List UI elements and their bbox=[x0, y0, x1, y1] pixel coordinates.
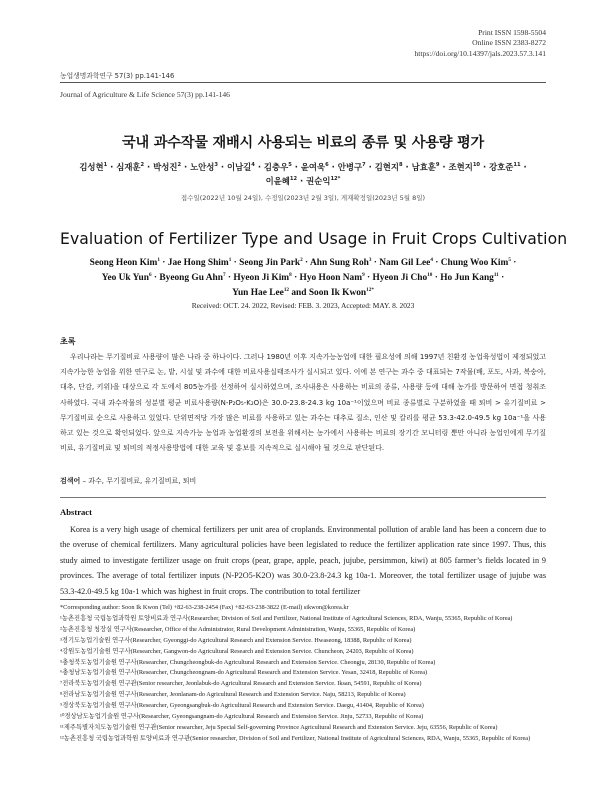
affiliation-note: ³경기도농업기술원 연구사(Researcher, Gyeonggi-do Agricultural Research and Extension Service. Hwaseong, 18388, Republic of Korea) bbox=[60, 636, 412, 644]
author-separator: · bbox=[328, 162, 338, 172]
author-name bbox=[489, 162, 521, 172]
author-name bbox=[190, 162, 218, 172]
author-name bbox=[310, 258, 371, 268]
author-affiliation-mark: 9 bbox=[435, 162, 440, 169]
author-affiliation-mark: 1 bbox=[103, 162, 108, 169]
author-name-text: Seong Heon Kim bbox=[89, 258, 158, 268]
doi-link[interactable]: https://doi.org/10.14397/jals.2023.57.3.141 bbox=[414, 48, 546, 58]
author-name-text: 노안성 bbox=[190, 162, 215, 172]
affiliation-note: ¹²농촌진흥청 국립농업과학원 토양비료과 연구관(Senior researcher, Division of Soil and Fertilizer, National Institute of Agricultural Sciences, RDA, Wanju, 55365, Republic of Korea) bbox=[60, 734, 531, 742]
author-affiliation-mark: 7 bbox=[362, 162, 366, 169]
author-separator: · bbox=[432, 273, 441, 283]
affiliation-note: ⁸전라남도농업기술원 연구사(Researcher, Jeonlanam-do Agricultural Research and Extension Service. Naju, 58213, Republic of Korea) bbox=[60, 691, 406, 699]
abstract-en-text: Korea is a very high usage of chemical fertilizers per unit area of croplands. Environmental pollution of arable land has been a concern due to the overuse of chemical fertilizers. Many agricultural policies have been legislated to reduce the fertilizer application rate since 1997. Thus, this study aimed to investigate fertilizer usage on fruit crops (pear, grape, apple, peach, jujube, persimmon, kiwi) at 805 farmer’s fields located in 9 provinces. The average of total fertilizer inputs (N-P2O5-K2O) was 30.0-23.8-24.3 kg 10a-1. Moreover, the total fertilizer usage of jujube was 53.3-42.0-49.5 kg 10a-1 which was highest in fruit crops. The contribution to total fertilizer bbox=[60, 525, 546, 596]
author-affiliation-mark: 12 bbox=[289, 176, 298, 183]
author-separator: · bbox=[302, 258, 310, 268]
author-name-text: Ahn Sung Roh bbox=[309, 258, 369, 268]
author-name-text: 남효훈 bbox=[411, 162, 436, 172]
abstract-ko-text: 우리나라는 무기질비료 사용량이 많은 나라 중 하나이다. 그러나 1980년 이후 지속가능농업에 대한 필요성에 의해 1997년 친환경 농업육성법이 제정되었고 지속가능한 농업을 위한 연구로 논, 밭, 시설 및 과수에 대한 비료사용실태조사가 실시되고 있다. 이에 본 연구는 과수 중 대표되는 7작물(배, 포도, 사과, 복숭아, 대추, 단감, 키위)을 대상으로 각 도에서 805농가를 선정하여 실시하였으며, 조사내용은 사용하는 비료의 종류, 사용량 등에 대해 농가를 방문하여 면접 청취조사하였다. 국내 과수작물의 성분별 평균 비료사용량(N-P₂O₅-K₂O)은 30.0-23.8-24.3 kg 10a⁻¹이었으며 비료 종류별로 구분하였을 때 퇴비 > 유기질비료 > 무기질비료 순으로 사용하고 있었다. 단위면적당 가장 많은 비료를 사용하고 있는 과수는 대추로 질소, 인산 및 칼리를 평균 53.3-42.0-49.5 kg 10a⁻¹을 사용하고 있는 것으로 확인되었다. 앞으로 지속가능 농업과 농업환경의 보전을 위해서는 농가에서 사용하는 비료의 장기간 모니터링 뿐만 아니라 농업인에게 무기질비료, 유기질비료 및 퇴비의 적정사용방법에 대한 교육 및 홍보를 지속적으로 실시해야 될 것으로 판단된다. bbox=[60, 353, 546, 453]
header-divider bbox=[60, 82, 546, 83]
author-separator: · bbox=[480, 162, 490, 172]
author-name-text: 이남길 bbox=[227, 162, 252, 172]
author-name-text: 윤여욱 bbox=[300, 162, 326, 172]
issn-block bbox=[415, 28, 547, 59]
author-name bbox=[449, 162, 481, 172]
author-name-text: Yeo Uk Yun bbox=[101, 273, 149, 283]
author-name-text: Soon Ik Kwon bbox=[308, 288, 367, 298]
author-separator: · bbox=[231, 258, 240, 268]
abstract-ko-heading: 초록 bbox=[60, 337, 76, 346]
author-name-text: Ho Jun Kang bbox=[440, 273, 494, 283]
author-name bbox=[79, 162, 107, 172]
author-name bbox=[153, 162, 181, 172]
author-affiliation-mark: 8 bbox=[398, 162, 403, 169]
author-separator: · bbox=[365, 162, 375, 172]
footnotes bbox=[60, 603, 560, 745]
author-affiliation-mark: 6 bbox=[148, 271, 152, 278]
author-affiliation-mark: 12 bbox=[283, 286, 289, 293]
author-separator: · bbox=[510, 258, 517, 268]
author-name bbox=[412, 162, 440, 172]
author-name-text: 이윤혜 bbox=[265, 176, 290, 186]
affiliation-note: ⁶충청남도농업기술원 연구사(Researcher, Chungcheongnam-do Agricultural Research and Extension Service. Yesan, 32418, Republic of Korea) bbox=[60, 669, 428, 677]
affiliation-note: ⁷전라북도농업기술원 연구관(Senior researcher, Jeonlabuk-do Agricultural Research and Extension Service. Iksan, 54591, Republic of Korea) bbox=[60, 680, 422, 688]
affiliation-note: ⁹경상북도농업기술원 연구사(Researcher, Gyeongsangbuk-do Agricultural Research and Extension Service. Daegu, 41404, Republic of Korea) bbox=[60, 702, 424, 710]
author-name-text: Jae Hong Shim bbox=[167, 258, 229, 268]
author-affiliation-mark: 2 bbox=[300, 256, 303, 263]
author-separator: · bbox=[291, 162, 301, 172]
author-affiliation-mark: 10 bbox=[427, 271, 433, 278]
author-separator: · bbox=[107, 162, 117, 172]
author-name-text: 조현지 bbox=[448, 162, 473, 172]
author-name-text: 김현지 bbox=[374, 162, 399, 172]
author-name bbox=[227, 162, 255, 172]
affiliation-note: ²농촌진흥청 청장실 연구사(Researcher, Office of the Administrator, Rural Development Administration, Wanju, 55365, Republic of Korea) bbox=[60, 625, 416, 633]
author-name bbox=[309, 288, 374, 298]
author-name bbox=[116, 162, 144, 172]
author-name bbox=[338, 162, 366, 172]
author-separator: · bbox=[144, 162, 154, 172]
author-name-text: Chung Woo Kim bbox=[440, 258, 509, 268]
keywords bbox=[60, 476, 196, 486]
author-name-text: Hyeon Ji Cho bbox=[372, 273, 428, 283]
author-name-text: 김충우 bbox=[263, 162, 289, 172]
author-affiliation-mark: 1 bbox=[228, 256, 232, 263]
affiliation-note: ¹¹제주특별자치도농업기술원 연구관(Senior researcher, Jeju Special Self-governing Province Agricultural Research and Extension Service. Jeju, 63556, Republic of Korea) bbox=[60, 723, 498, 731]
affiliation-note: ¹⁰경상남도농업기술원 연구사(Researcher, Gyeongsangnam-do Agricultural Research and Extension Service. Jinju, 52733, Republic of Korea) bbox=[60, 713, 424, 721]
author-affiliation-mark: 6 bbox=[325, 162, 329, 169]
author-name-text: 권순익 bbox=[306, 176, 331, 186]
journal-name-en: Journal of Agriculture & Life Science 57(3) pp.141-146 bbox=[60, 90, 230, 99]
corresponding-author-note: *Corresponding author: Soon Ik Kwon (Tel) +82-63-238-2454 (Fax) +82-63-238-3822 (E-mail) sikwon@korea.kr bbox=[60, 604, 349, 611]
author-affiliation-mark: 7 bbox=[222, 271, 226, 278]
author-separator: · bbox=[402, 162, 412, 172]
online-issn: Online ISSN 2383-8272 bbox=[472, 38, 546, 48]
author-name-text: Byeong Gu Ahn bbox=[159, 273, 223, 283]
author-name bbox=[440, 273, 499, 283]
keywords-label: 검색어 bbox=[60, 477, 81, 485]
author-name-text: Hyeon Ji Kim bbox=[233, 273, 290, 283]
author-separator: · bbox=[225, 273, 234, 283]
author-affiliation-mark: 10 bbox=[472, 162, 481, 169]
author-name bbox=[159, 273, 225, 283]
author-affiliation-mark: 5 bbox=[288, 162, 292, 169]
author-name bbox=[90, 258, 160, 268]
author-name-text: Nam Gil Lee bbox=[379, 258, 431, 268]
authors-korean bbox=[60, 160, 546, 188]
title-english: Evaluation of Fertilizer Type and Usage in Fruit Crops Cultivation bbox=[60, 230, 568, 248]
received-dates-korean: 접수일(2022년 10월 24일), 수정일(2023년 2월 3일), 게재확정일(2023년 5월 8일) bbox=[180, 194, 426, 202]
abstract-en-heading: Abstract bbox=[60, 507, 92, 517]
section-divider bbox=[60, 497, 546, 498]
author-separator: · bbox=[159, 258, 168, 268]
author-separator: · bbox=[371, 258, 380, 268]
author-name bbox=[379, 258, 433, 268]
author-name bbox=[232, 288, 289, 298]
author-affiliation-mark: 12* bbox=[330, 176, 341, 183]
author-name bbox=[300, 273, 365, 283]
author-affiliation-mark: 5 bbox=[508, 256, 511, 263]
author-affiliation-mark: 3 bbox=[214, 162, 218, 169]
author-name-text: Yun Hae Lee bbox=[232, 288, 284, 298]
author-separator: · bbox=[520, 162, 527, 172]
author-name bbox=[233, 273, 291, 283]
author-separator: · bbox=[291, 273, 300, 283]
author-name-text: Hyo Hoon Nam bbox=[299, 273, 363, 283]
author-name bbox=[168, 258, 232, 268]
author-affiliation-mark: 8 bbox=[289, 271, 292, 278]
author-affiliation-mark: 4 bbox=[251, 162, 255, 169]
author-name-text: 안병구 bbox=[337, 162, 363, 172]
author-separator: and bbox=[289, 288, 309, 298]
author-name-text: 강호준 bbox=[489, 162, 514, 172]
title-korean: 국내 과수작물 재배시 사용되는 비료의 종류 및 사용량 평가 bbox=[121, 135, 485, 151]
author-affiliation-mark: 2 bbox=[177, 162, 182, 169]
author-affiliation-mark: 3 bbox=[368, 256, 372, 263]
author-name bbox=[375, 162, 403, 172]
author-name-text: 심재훈 bbox=[116, 162, 141, 172]
author-separator: · bbox=[151, 273, 160, 283]
author-separator: · bbox=[432, 258, 441, 268]
author-name bbox=[102, 273, 152, 283]
author-affiliation-mark: 2 bbox=[140, 162, 145, 169]
author-name-text: 김성현 bbox=[79, 162, 104, 172]
author-separator: · bbox=[498, 273, 505, 283]
authors-english bbox=[60, 256, 546, 301]
author-separator: · bbox=[217, 162, 227, 172]
author-separator: · bbox=[254, 162, 264, 172]
footnote-divider bbox=[60, 599, 220, 600]
received-dates-english: Received: OCT. 24. 2022, Revised: FEB. 3. 2023, Accepted: MAY. 8. 2023 bbox=[191, 301, 415, 310]
keywords-text: – 과수, 무기질비료, 유기질비료, 퇴비 bbox=[80, 477, 197, 485]
author-affiliation-mark: 11 bbox=[493, 271, 499, 278]
author-separator: · bbox=[439, 162, 449, 172]
author-name bbox=[306, 176, 340, 186]
author-separator: · bbox=[181, 162, 191, 172]
author-affiliation-mark: 9 bbox=[362, 271, 365, 278]
author-name-text: Seong Jin Park bbox=[239, 258, 301, 268]
author-name-text: 박성진 bbox=[153, 162, 178, 172]
author-separator: · bbox=[364, 273, 373, 283]
author-name bbox=[301, 162, 329, 172]
affiliation-note: ⁵충청북도농업기술원 연구사(Researcher, Chungcheongbuk-do Agricultural Research and Extension Service. Cheongju, 28130, Republic of Korea) bbox=[60, 658, 436, 666]
author-affiliation-mark: 11 bbox=[513, 162, 521, 169]
journal-name-ko: 농업생명과학연구 57(3) pp.141-146 bbox=[60, 72, 175, 80]
author-affiliation-mark: 12* bbox=[366, 286, 374, 293]
author-name bbox=[372, 273, 432, 283]
affiliation-note: ¹농촌진흥청 국립농업과학원 토양비료과 연구사(Researcher, Division of Soil and Fertilizer, National Institute of Agricultural Sciences, RDA, Wanju, 55365, Republic of Korea) bbox=[60, 614, 513, 622]
author-affiliation-mark: 4 bbox=[430, 256, 433, 263]
author-separator: · bbox=[297, 176, 307, 186]
author-name bbox=[441, 258, 511, 268]
author-affiliation-mark: 1 bbox=[157, 256, 160, 263]
print-issn: Print ISSN 1598-5504 bbox=[478, 28, 546, 37]
author-name bbox=[264, 162, 292, 172]
affiliation-note: ⁴강원도농업기술원 연구사(Researcher, Gangwon-do Agricultural Research and Extension Service. Chuncheon, 24203, Republic of Korea) bbox=[60, 647, 414, 655]
author-name bbox=[239, 258, 303, 268]
author-name bbox=[266, 176, 298, 186]
